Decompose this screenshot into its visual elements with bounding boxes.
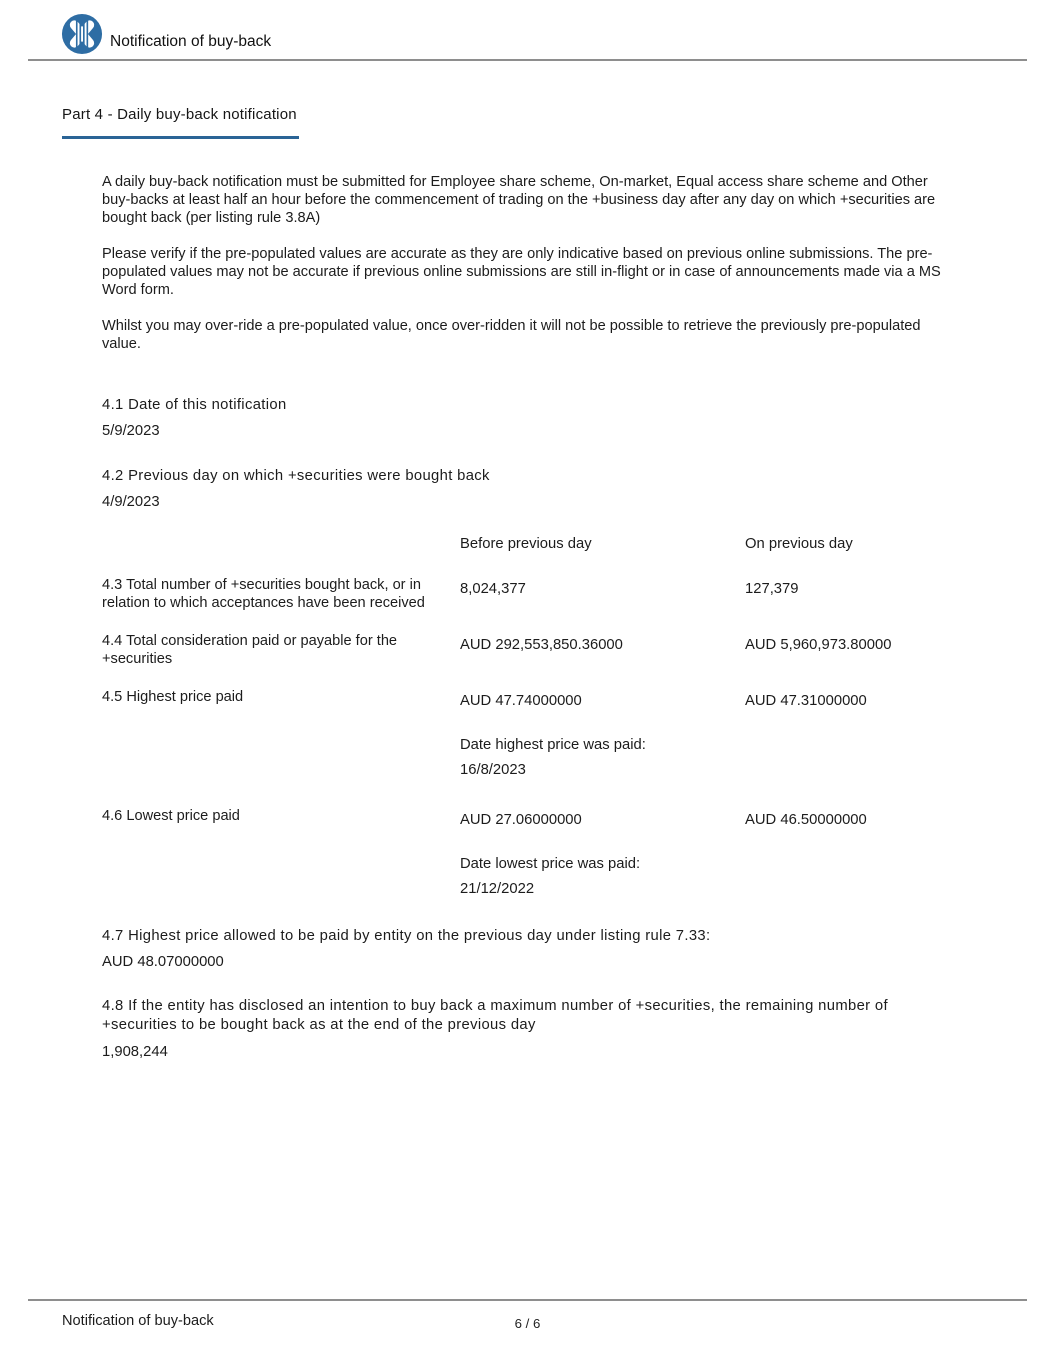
question-4-1-value: 5/9/2023 — [102, 423, 160, 439]
table-row-4-5 — [102, 688, 1027, 737]
note-lowest-spacer — [102, 856, 460, 927]
question-4-7-value: AUD 48.07000000 — [102, 954, 224, 970]
question-4-1-label: 4.1 Date of this notification — [102, 397, 287, 413]
row-4-5-label: 4.5 Highest price paid — [102, 689, 244, 705]
intro-paragraph-1: A daily buy-back notification must be submitted for Employee share scheme, On-market, Equal access share scheme and Other buy-backs at least half an hour before the commencement of trading on the +business day after any day on which +securities are bought back (per listing rule 3.8A) — [102, 174, 936, 226]
intro-paragraphs — [102, 173, 950, 371]
table-row-4-4 — [102, 632, 1027, 688]
question-4-7 — [102, 927, 950, 970]
row-4-3-label: 4.3 Total number of +securities bought back, or in relation to which acceptances have been received — [102, 577, 425, 611]
part-heading-underline — [62, 136, 299, 139]
row-4-6-on-value: AUD 46.50000000 — [745, 812, 867, 828]
table-header-row — [102, 536, 1027, 576]
table-note-lowest-price-date — [102, 856, 1027, 927]
intro-paragraph-3: Whilst you may over-ride a pre-populated value, once over-ridden it will not be possible to retrieve the previously pre-populated value. — [102, 318, 921, 352]
column-header-before-previous-day: Before previous day — [460, 536, 592, 552]
footer-page-indicator: 6 / 6 — [514, 1316, 541, 1331]
intro-paragraph-2: Please verify if the pre-populated values are accurate as they are only indicative based on previous online submissions. The pre-populated values may not be accurate if previous online submissions are still in-flight or in case of announcements made via a MS Word form. — [102, 246, 941, 298]
date-highest-price-value: 16/8/2023 — [460, 762, 526, 778]
row-4-5-before-value: AUD 47.74000000 — [460, 693, 582, 709]
question-4-1 — [102, 396, 950, 439]
table-note-highest-price-date — [102, 737, 1027, 807]
header-divider — [28, 59, 1027, 61]
table-row-4-3 — [102, 576, 1027, 632]
column-header-on-previous-day: On previous day — [745, 536, 853, 552]
question-4-8-label: 4.8 If the entity has disclosed an intention to buy back a maximum number of +securities, the remaining number of +securities to be bought back as at the end of the previous day — [102, 998, 888, 1033]
asx-logo-icon — [61, 13, 103, 55]
table-row-4-6 — [102, 807, 1027, 856]
footer-divider — [28, 1299, 1027, 1301]
note-lowest-spacer-right — [745, 856, 1027, 927]
row-4-6-before-value: AUD 27.06000000 — [460, 812, 582, 828]
note-highest-spacer — [102, 737, 460, 807]
question-4-2-label: 4.2 Previous day on which +securities were bought back — [102, 468, 490, 484]
row-4-4-before-value: AUD 292,553,850.36000 — [460, 637, 623, 653]
question-4-7-label: 4.7 Highest price allowed to be paid by entity on the previous day under listing rule 7.33: — [102, 928, 711, 944]
row-4-3-on-value: 127,379 — [745, 581, 799, 597]
note-highest-spacer-right — [745, 737, 1027, 807]
footer-doc-title: Notification of buy-back — [62, 1313, 214, 1329]
question-4-2 — [102, 467, 950, 510]
date-highest-price-label: Date highest price was paid: — [460, 737, 646, 753]
row-4-4-label: 4.4 Total consideration paid or payable for the +securities — [102, 633, 398, 667]
table-header-spacer — [102, 536, 460, 576]
question-4-2-value: 4/9/2023 — [102, 494, 160, 510]
date-lowest-price-label: Date lowest price was paid: — [460, 856, 641, 872]
row-4-4-on-value: AUD 5,960,973.80000 — [745, 637, 892, 653]
part-heading: Part 4 - Daily buy-back notification — [62, 106, 297, 123]
date-lowest-price-value: 21/12/2022 — [460, 881, 535, 897]
question-4-8 — [102, 997, 950, 1060]
note-lowest — [460, 856, 745, 927]
row-4-5-on-value: AUD 47.31000000 — [745, 693, 867, 709]
row-4-6-label: 4.6 Lowest price paid — [102, 808, 240, 824]
question-4-8-value: 1,908,244 — [102, 1044, 168, 1060]
header-title: Notification of buy-back — [110, 33, 272, 50]
note-highest — [460, 737, 745, 807]
row-4-3-before-value: 8,024,377 — [460, 581, 526, 597]
buyback-table — [102, 536, 1027, 927]
